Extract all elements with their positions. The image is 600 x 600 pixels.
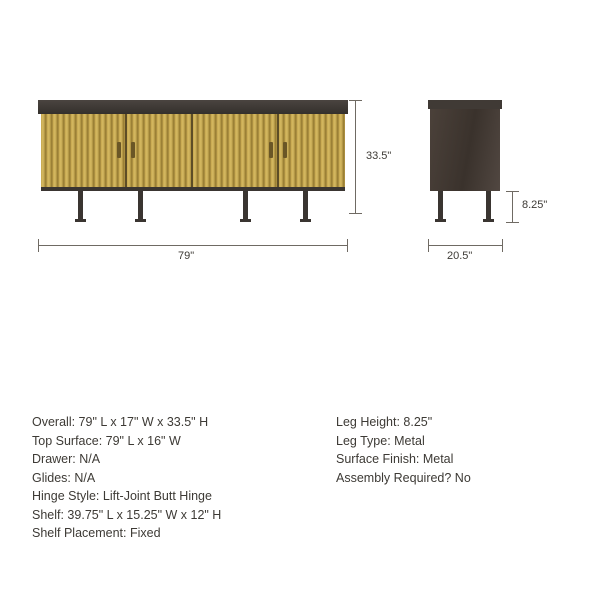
cabinet-leg [78, 191, 83, 221]
cabinet-leg-foot [75, 219, 86, 222]
width-dimension-line [38, 245, 348, 246]
door-handle-icon [269, 142, 273, 158]
specifications-right-column [336, 413, 572, 543]
height-dimension-label: 33.5" [366, 150, 392, 162]
cabinet-leg-foot [300, 219, 311, 222]
spec-overall: Overall: 79" L x 17" W x 33.5" H [32, 415, 209, 429]
spec-hinge-style: Hinge Style: Lift-Joint Butt Hinge [32, 489, 212, 503]
door-left-outer [41, 114, 127, 187]
side-leg [438, 191, 443, 221]
side-leg-foot [435, 219, 446, 222]
spec-surface-finish: Surface Finish: Metal [336, 452, 454, 466]
side-top-surface [428, 100, 502, 109]
spec-leg-height: Leg Height: 8.25" [336, 415, 433, 429]
side-elevation-drawing [428, 100, 502, 225]
leg-height-dimension-label: 8.25" [522, 199, 548, 211]
door-handle-icon [131, 142, 135, 158]
door-left-inner [127, 114, 193, 187]
spec-assembly-required: Assembly Required? No [336, 470, 471, 485]
cabinet-leg [138, 191, 143, 221]
height-dimension-tick-bottom [349, 213, 362, 214]
cabinet-leg [303, 191, 308, 221]
spec-shelf-placement: Shelf Placement: Fixed [32, 526, 161, 540]
door-right-outer [279, 114, 345, 187]
front-elevation-drawing [38, 100, 348, 225]
leg-height-dimension-line [512, 191, 513, 222]
spec-shelf: Shelf: 39.75" L x 15.25" W x 12" H [32, 507, 222, 522]
width-dimension-label: 79" [178, 250, 195, 262]
door-right-inner [193, 114, 279, 187]
cabinet-leg [243, 191, 248, 221]
cabinet-leg-foot [135, 219, 146, 222]
width-dimension-tick-left [38, 239, 39, 252]
depth-dimension-tick-right [502, 239, 503, 252]
door-handle-icon [117, 142, 121, 158]
specifications-left-column [32, 413, 300, 543]
cabinet-leg-foot [240, 219, 251, 222]
depth-dimension-tick-left [428, 239, 429, 252]
cabinet-top-surface [38, 100, 348, 114]
depth-dimension-label: 20.5" [447, 250, 473, 262]
side-leg [486, 191, 491, 221]
side-case-panel [430, 109, 500, 191]
cabinet-door-panel-group [41, 114, 345, 187]
height-dimension-line [355, 100, 356, 213]
door-handle-icon [283, 142, 287, 158]
height-dimension-tick-top [349, 100, 362, 101]
cabinet-base-rail [41, 187, 345, 191]
spec-glides: Glides: N/A [32, 470, 96, 485]
leg-height-dimension-tick-bottom [506, 222, 519, 223]
spec-leg-type: Leg Type: Metal [336, 433, 425, 448]
side-leg-foot [483, 219, 494, 222]
width-dimension-tick-right [347, 239, 348, 252]
specifications-block [32, 413, 572, 543]
depth-dimension-line [428, 245, 503, 246]
spec-drawer: Drawer: N/A [32, 452, 101, 466]
spec-top-surface: Top Surface: 79" L x 16" W [32, 433, 181, 448]
leg-height-dimension-tick-top [506, 191, 519, 192]
